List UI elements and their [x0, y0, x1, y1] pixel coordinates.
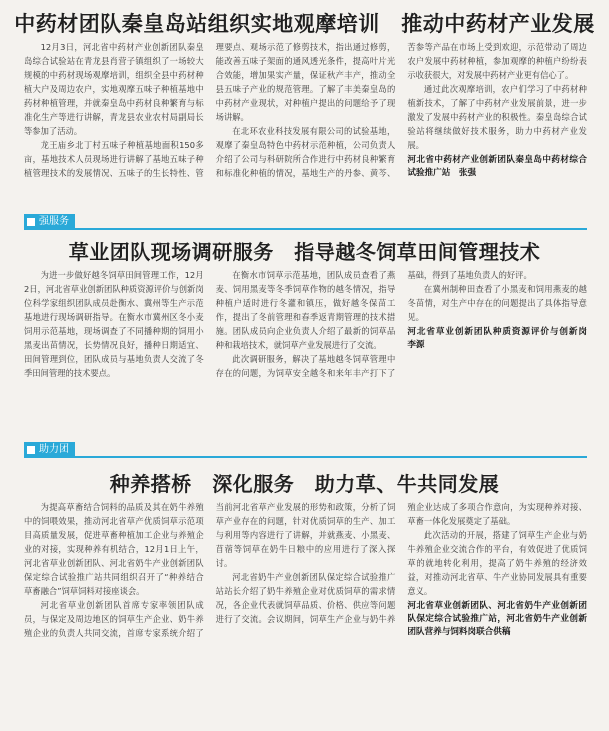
- article1-body: [24, 40, 587, 210]
- article1-paragraph: 龙王庙乡北丁村五味子种植基地面积150多亩，基地技术人员现场进行讲解了基地五味子种植管理技术的发展情况、五味子的生长特性、管理要点、观场示范了修剪技术，指出通过修剪，能改善五味子架面的通风透光条件，提高叶片光合效能，增加果实产量，保证秋产丰产，推动全县五味子产业的规范管理。了解了丰美秦皇岛的中药材产业现状，对种植户提出的问题给予了现场讲解。: [24, 42, 396, 178]
- article3-body: [24, 500, 587, 726]
- article2-paragraph: 在衡水市饲草示范基地，团队成员查看了燕麦、饲用黑麦等冬季饲草作物的越冬情况，指导种植户适时进行冬灌和镇压，做好越冬保苗工作，提出了冬前管理和春季返青期管理的技术措施。团队成员向企业负责人介绍了最新的饲草品种和栽培技术，就饲草产业发展进行了交流。: [215, 270, 396, 350]
- article2-body: [24, 268, 596, 438]
- section-divider: [24, 456, 587, 458]
- section-divider: [24, 228, 587, 230]
- article3-byline: 河北省草业创新团队、河北省奶牛产业创新团队保定综合试验推广站，河北省奶牛产业创新团队营养与饲料岗联合供稿: [407, 601, 587, 637]
- section-tag-help-team: [24, 442, 75, 457]
- article1-paragraph: 在北环农业科技发展有限公司的试验基地，观摩了秦皇岛特色中药材示范种植，公司负责人介绍了公司与科研院所合作进行中药材良种繁育和标准化种植的情况，基地生产的丹参、黄芩、苦参等产品在市场上受到欢迎，示范带动了周边农户发展中药材种植，参加观摩的种植户纷纷表示收获很大，对发展中药材产业更有信心了。: [215, 42, 587, 178]
- section-tag-label: 助力团: [39, 444, 69, 455]
- article2-byline: 河北省草业创新团队种质资源评价与创新岗 李源: [407, 327, 596, 350]
- section-tag-label: 强服务: [39, 216, 69, 227]
- article1-paragraph: 通过此次观摩培训，农户们学习了中药材种植新技术，了解了中药材产业发展前景，进一步激发了发展中药材产业的积极性。秦皇岛综合试验站将继续做好技术服务，助力中药材产业发展。: [407, 84, 587, 150]
- square-bullet-icon: [27, 446, 35, 454]
- article2-paragraph: 为进一步做好越冬饲草田间管理工作，12月2日，河北省草业创新团队种质资源评价与创新岗位科学家组织团队成员赴衡水、冀州等生产示范基地进行现场调研指导。在衡水市冀州区冬小麦饲用示范基地，现场调查了不同播种期的饲用小黑麦出苗情况，长势情况良好，播种日期适宜、田间管理到位，团队成员与基地负责人交流了冬季田间管理的技术要点。: [24, 270, 204, 378]
- article2-paragraph: 在冀州制种田查看了小黑麦和饲用燕麦的越冬苗情，对生产中存在的问题提出了具体指导意见。: [407, 284, 587, 322]
- article1-byline: 河北省中药材产业创新团队秦皇岛中药材综合试验推广站 张强: [407, 155, 587, 178]
- article1-headline: 中药材团队秦皇岛站组织实地观摩培训 推动中药材产业发展: [14, 12, 595, 36]
- article3-paragraph: 为提高草畜结合饲料的品质及其在奶牛养殖中的饲喂效果，推动河北省草产优质饲草示范项目高质量发展，促进草畜种植加工企业与养殖企业的对接，实现种养有机结合，12月1日上午，河北省草业创新团队、河北省奶牛产业创新团队保定综合试验推广站共同组织召开了“种养结合 草畜融合”饲草饲料对接座谈会。: [24, 502, 204, 596]
- article3-headline: 种养搭桥 深化服务 助力草、牛共同发展: [109, 472, 500, 496]
- article3-paragraph: 河北省草业创新团队首席专家率领团队成员，与保定及周边地区的饲草生产企业、奶牛养殖企业的负责人共同交流，首席专家系统介绍了当前河北省草产业发展的形势和政策，分析了饲草产业存在的问题，针对优质饲草的生产、加工与利用等内容进行了讲解，并就燕麦、小黑麦、苜蓿等饲草在奶牛日粮中的应用进行了深入探讨。: [24, 502, 396, 638]
- section-tag-service: [24, 214, 75, 229]
- article3-paragraph: 此次活动的开展，搭建了饲草生产企业与奶牛养殖企业交流合作的平台，有效促进了优质饲草的就地转化利用，提高了奶牛养殖的经济效益，对推动河北省草、牛产业协同发展具有重要意义。: [407, 530, 587, 596]
- article2-headline: 草业团队现场调研服务 指导越冬饲草田间管理技术: [68, 240, 541, 264]
- article2-paragraph: 此次调研服务，解决了基地越冬饲草管理中存在的问题，为饲草安全越冬和来年丰产打下了基础，得到了基地负责人的好评。: [215, 270, 532, 378]
- article1-paragraph: 12月3日，河北省中药材产业创新团队秦皇岛综合试验站在青龙县肖营子镇组织了一场较大规模的中药材现场观摩培训，组织全县中药材种植大户及周边农户，实地观摩五味子种植基地中药材种植管理，并就秦皇岛中药材良种繁育与标准化生产等进行讲解，青龙县农业农村局副局长等参加了活动。: [24, 42, 204, 136]
- square-bullet-icon: [27, 218, 35, 226]
- article3-paragraph: 河北省奶牛产业创新团队保定综合试验推广站站长介绍了奶牛养殖企业对优质饲草的需求情况，各企业代表就饲草品质、价格、供应等问题进行了交流。会议期间，饲草生产企业与奶牛养殖企业达成了多项合作意向，为实现种养对接、草畜一体化发展奠定了基础。: [215, 502, 587, 624]
